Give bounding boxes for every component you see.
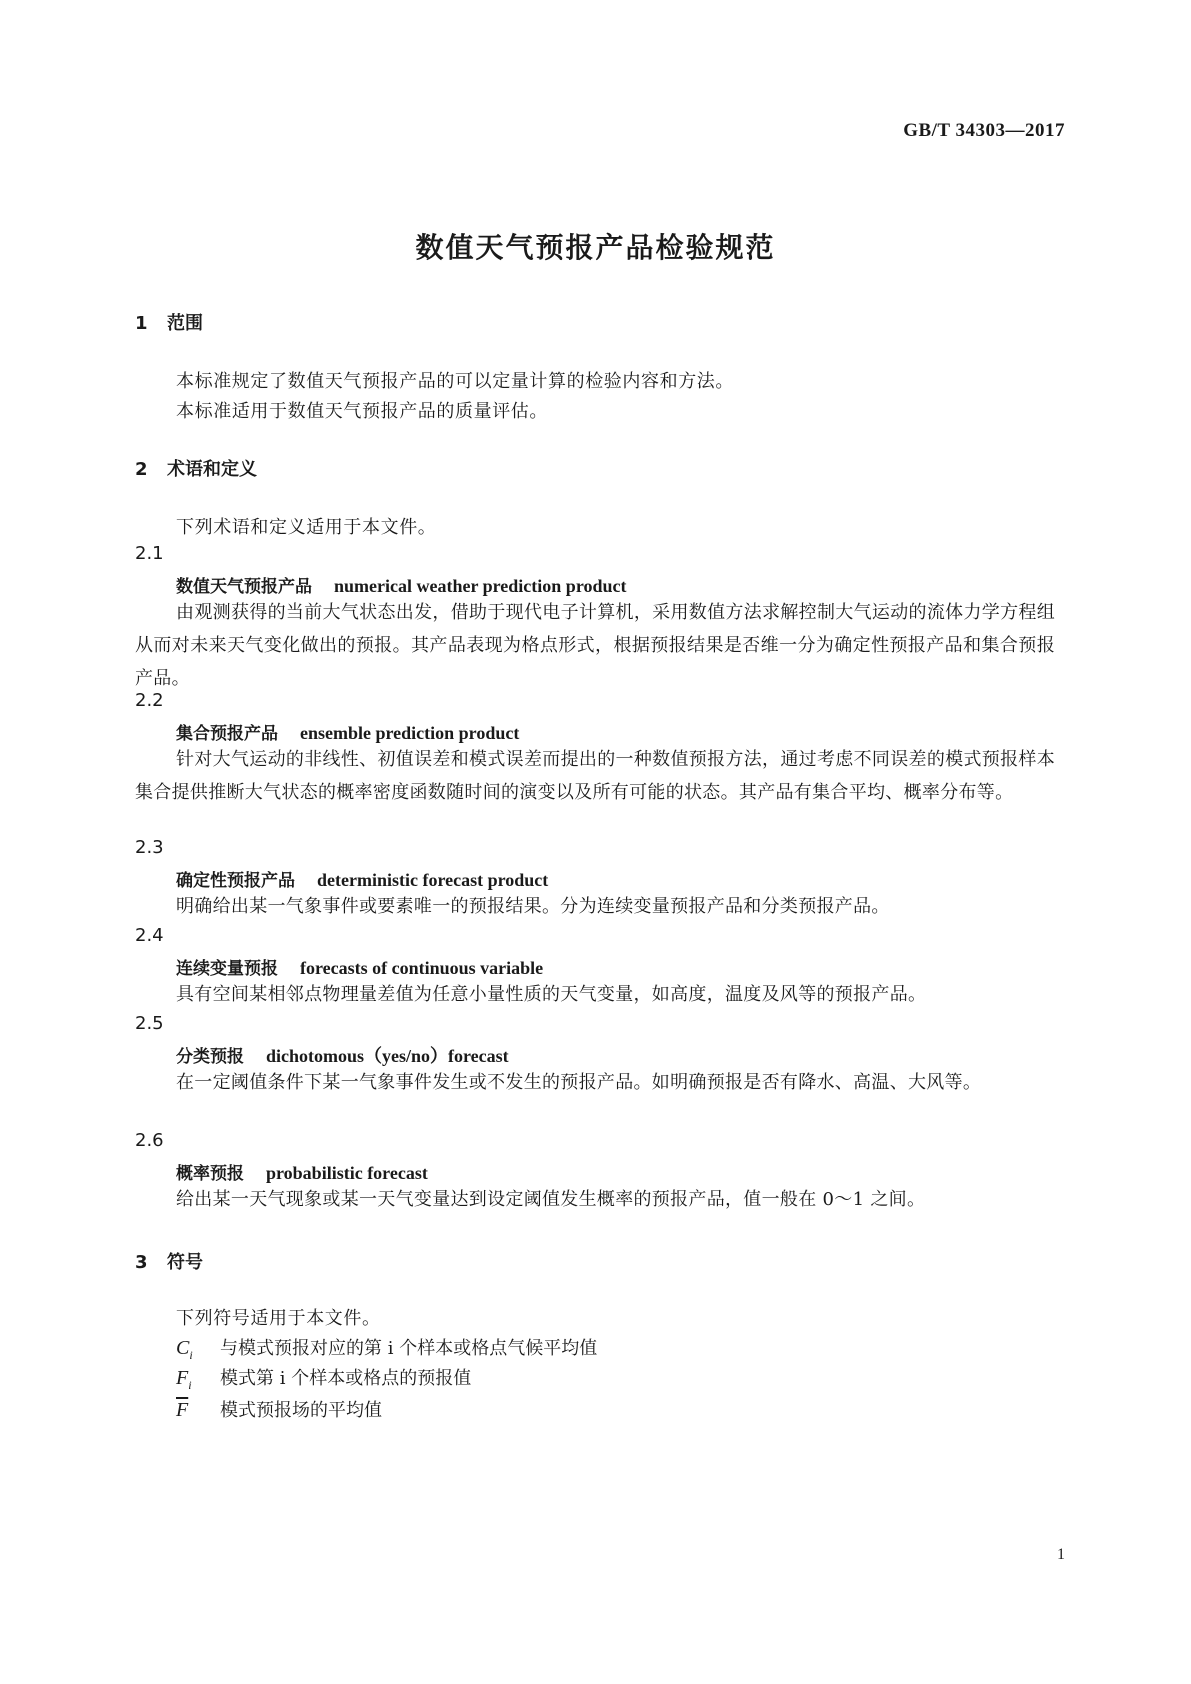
term-number: 2.6 — [135, 1130, 164, 1151]
term-entry — [176, 572, 626, 597]
section-title: 范围 — [167, 313, 203, 334]
section-heading-symbols — [135, 1248, 203, 1274]
paragraph: 本标准规定了数值天气预报产品的可以定量计算的检验内容和方法。 — [176, 371, 734, 392]
paragraph: 下列符号适用于本文件。 — [176, 1308, 381, 1329]
document-title: 数值天气预报产品检验规范 — [415, 231, 776, 264]
term-definition: 由观测获得的当前大气状态出发，借助于现代电子计算机，采用数值方法求解控制大气运动的流体力学方程组从而对未来天气变化做出的预报。其产品表现为格点形式，根据预报结果是否维一分为确定性预报产品和集合预报产品。 — [135, 602, 1055, 689]
symbol-row — [176, 1334, 597, 1363]
term-number: 2.3 — [135, 837, 164, 858]
section-heading-scope — [135, 309, 203, 335]
term-zh: 集合预报产品 — [176, 724, 278, 744]
section-title: 术语和定义 — [167, 459, 257, 480]
symbol-description: 与模式预报对应的第 i 个样本或格点气候平均值 — [220, 1338, 598, 1359]
term-number: 2.5 — [135, 1013, 164, 1034]
term-definition: 在一定阈值条件下某一气象事件发生或不发生的预报产品。如明确预报是否有降水、高温、大风等。 — [176, 1072, 982, 1093]
term-definition: 具有空间某相邻点物理量差值为任意小量性质的天气变量，如高度，温度及风等的预报产品。 — [176, 984, 927, 1005]
term-zh: 确定性预报产品 — [176, 871, 295, 891]
term-definition: 给出某一天气现象或某一天气变量达到设定阈值发生概率的预报产品，值一般在 0～1 之间。 — [176, 1189, 926, 1210]
term-definition: 针对大气运动的非线性、初值误差和模式误差而提出的一种数值预报方法，通过考虑不同误差的模式预报样本集合提供推断大气状态的概率密度函数随时间的演变以及所有可能的状态。其产品有集合平均、概率分布等。 — [135, 749, 1055, 803]
section-title: 符号 — [167, 1252, 203, 1273]
term-zh: 概率预报 — [176, 1164, 244, 1184]
symbol-row — [176, 1396, 382, 1422]
term-en: deterministic forecast product — [317, 870, 549, 890]
term-number: 2.2 — [135, 690, 164, 711]
term-en: numerical weather prediction product — [334, 576, 627, 596]
symbol: $C_i$ — [176, 1337, 193, 1362]
page-number: 1 — [1057, 1546, 1065, 1563]
symbol-row — [176, 1364, 471, 1393]
term-en: ensemble prediction product — [300, 723, 520, 743]
symbol: $F_i$ — [176, 1367, 192, 1392]
symbol-mean: $\overline{F}$ — [176, 1399, 189, 1421]
term-en: probabilistic forecast — [266, 1163, 428, 1183]
symbol-description: 模式第 i 个样本或格点的预报值 — [220, 1368, 472, 1389]
term-entry — [176, 719, 519, 744]
term-zh: 数值天气预报产品 — [176, 577, 312, 597]
term-en: dichotomous（yes/no）forecast — [266, 1046, 509, 1066]
symbol-description: 模式预报场的平均值 — [220, 1400, 382, 1421]
term-entry — [176, 1159, 428, 1184]
section-number: 3 — [135, 1252, 148, 1273]
term-zh: 分类预报 — [176, 1047, 244, 1067]
term-entry — [176, 1042, 509, 1068]
standard-code: GB/T 34303—2017 — [903, 120, 1065, 141]
term-zh: 连续变量预报 — [176, 959, 278, 979]
section-number: 2 — [135, 459, 148, 480]
term-en: forecasts of continuous variable — [300, 958, 544, 978]
term-entry — [176, 866, 548, 891]
term-number: 2.1 — [135, 543, 164, 564]
term-entry — [176, 954, 543, 979]
section-heading-terms — [135, 455, 257, 481]
term-definition: 明确给出某一气象事件或要素唯一的预报结果。分为连续变量预报产品和分类预报产品。 — [176, 896, 890, 917]
paragraph: 本标准适用于数值天气预报产品的质量评估。 — [176, 401, 548, 422]
paragraph: 下列术语和定义适用于本文件。 — [176, 517, 437, 538]
section-number: 1 — [135, 313, 148, 334]
term-number: 2.4 — [135, 925, 164, 946]
